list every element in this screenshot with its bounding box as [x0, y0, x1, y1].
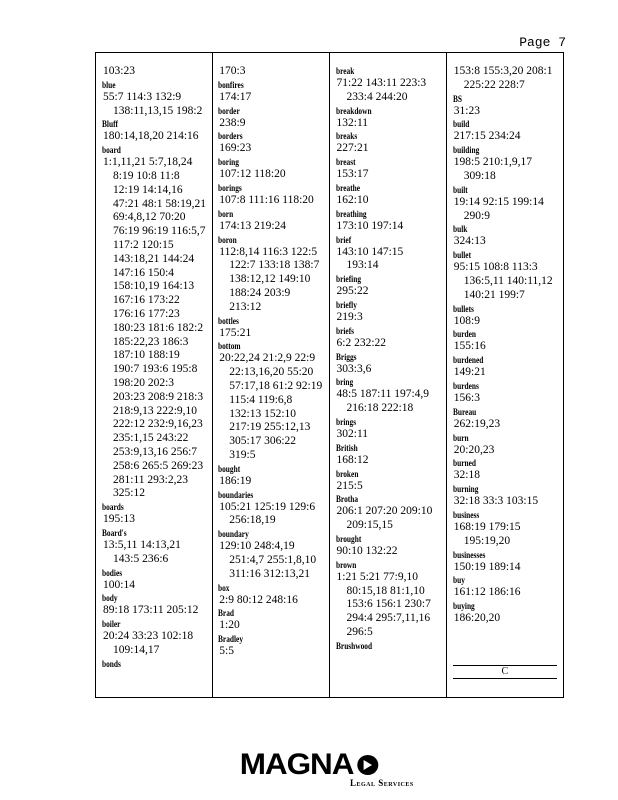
index-column-1	[96, 53, 212, 697]
page-line-reference: 253:9,13,16 256:7	[113, 445, 198, 458]
index-term: brought	[335, 533, 361, 544]
logo-text: MAGNA	[239, 748, 354, 781]
page-line-reference: 251:4,7 255:1,8,10	[229, 553, 317, 566]
page-line-reference: 155:16	[453, 340, 486, 353]
index-entry	[453, 483, 559, 509]
index-entry	[453, 93, 559, 119]
index-entry	[453, 303, 559, 329]
index-entry	[453, 406, 559, 432]
index-term: board	[102, 145, 121, 156]
index-entry	[102, 79, 208, 119]
index-entry	[453, 65, 559, 93]
page-line-reference: 213:12	[229, 300, 262, 313]
index-entry	[336, 299, 442, 325]
index-entry	[336, 130, 442, 156]
index-term: bodies	[102, 567, 123, 578]
index-term: boring	[218, 157, 240, 168]
index-term: border	[218, 105, 240, 116]
index-entry	[336, 533, 442, 559]
index-term: boundaries	[218, 489, 254, 500]
index-term: burn	[452, 432, 469, 443]
page-line-reference: 107:12 118:20	[219, 168, 286, 181]
page-line-reference: 176:16 177:23	[113, 307, 180, 320]
index-entry	[102, 65, 208, 79]
index-term: boundary	[218, 529, 250, 540]
page-line-reference: 169:23	[219, 142, 252, 155]
index-entry	[336, 351, 442, 377]
index-term: Bureau	[452, 406, 476, 417]
index-term: breathing	[335, 208, 367, 219]
page-line-reference: 173:10 197:14	[336, 219, 404, 232]
page-line-reference: 22:13,16,20 55:20	[229, 366, 314, 379]
index-term: Brushwood	[335, 640, 372, 651]
page-line-reference: 71:22 143:11 223:3	[336, 77, 427, 89]
index-entry	[218, 65, 324, 79]
index-term: Bradley	[218, 634, 244, 645]
page-line-reference: 122:7 133:18 138:7	[229, 259, 320, 272]
index-term: born	[218, 208, 234, 219]
index-entry	[453, 118, 559, 144]
page-line-reference: 188:24 203:9	[229, 286, 291, 299]
page-line-reference: 217:19 255:12,13	[229, 421, 311, 434]
page-line-reference: 20:24 33:23 102:18	[103, 630, 194, 643]
page-line-reference: 32:18	[453, 469, 480, 482]
index-term: built	[452, 184, 468, 195]
page-line-reference: 132:11	[336, 116, 369, 129]
index-entry	[336, 273, 442, 299]
index-term: Board's	[102, 527, 127, 538]
index-term: bonds	[102, 658, 121, 669]
index-entry	[218, 79, 324, 105]
index-entry	[336, 493, 442, 533]
index-entry	[102, 567, 208, 593]
page-line-reference: 48:5 187:11 197:4,9	[336, 388, 430, 401]
index-entry	[102, 527, 208, 567]
index-entry	[218, 234, 324, 315]
index-term: bring	[335, 377, 353, 388]
index-term: burning	[452, 484, 479, 495]
page-line-reference: 20:20,23	[453, 443, 495, 456]
page-line-reference: 180:14,18,20 214:16	[103, 130, 199, 143]
page-line-reference: 108:9	[453, 314, 480, 327]
page-line-reference: 95:15 108:8 113:3	[453, 261, 538, 274]
index-term: broken	[335, 468, 358, 479]
index-entry	[218, 607, 324, 633]
page-line-reference: 218:9,13 222:9,10	[113, 404, 198, 417]
index-term: burned	[452, 458, 476, 469]
page-line-reference: 319:5	[229, 448, 256, 461]
index-term: briefly	[335, 299, 357, 310]
index-entry	[218, 156, 324, 182]
page-line-reference: 140:21 199:7	[463, 288, 525, 301]
index-term: bonfires	[218, 79, 244, 90]
page-line-reference: 167:16 173:22	[113, 294, 180, 307]
index-term: break	[335, 66, 354, 76]
page-line-reference: 256:18,19	[229, 514, 276, 527]
page-line-reference: 1:1,11,21 5:7,18,24	[103, 156, 193, 169]
index-term: boiler	[102, 619, 121, 630]
index-term: businesses	[452, 549, 486, 560]
page-line-reference: 198:5 210:1,9,17	[453, 156, 533, 169]
index-term: burdened	[452, 355, 484, 366]
index-term: bottles	[218, 315, 240, 326]
page-line-reference: 185:22,23 186:3	[113, 335, 189, 348]
index-term: breaks	[335, 131, 357, 142]
page-line-reference: 89:18 173:11 205:12	[103, 604, 199, 617]
index-entry	[336, 640, 442, 652]
page-line-reference: 195:19,20	[463, 534, 511, 547]
page-line-reference: 1:21 5:21 77:9,10	[336, 570, 418, 583]
page-line-reference: 262:19,23	[453, 417, 501, 430]
page-line-reference: 69:4,8,12 70:20	[113, 211, 186, 224]
page-line-reference: 156:3	[453, 391, 480, 404]
index-term: burden	[452, 329, 476, 340]
page-line-reference: 215:5	[336, 479, 363, 492]
index-column-2	[212, 53, 328, 697]
index-term: brings	[335, 416, 356, 427]
index-entry	[336, 182, 442, 208]
index-entry	[336, 416, 442, 442]
page-line-reference: 198:20 202:3	[113, 376, 175, 389]
page-line-reference: 57:17,18 61:2 92:19	[229, 379, 323, 392]
page-line-reference: 129:10 248:4,19	[219, 540, 295, 553]
page-line-reference: 227:21	[336, 142, 369, 155]
page-line-reference: 136:5,11 140:11,12	[463, 274, 553, 287]
index-term: borders	[218, 131, 243, 142]
index-term: blue	[102, 79, 116, 90]
index-term: Brotha	[335, 494, 358, 505]
page-line-reference: 112:8,14 116:3 122:5	[219, 245, 318, 258]
page-line-reference: 12:19 14:14,16	[113, 183, 183, 196]
page-line-reference: 90:10 132:22	[336, 544, 398, 557]
page-line-reference: 115:4 119:6,8	[229, 393, 293, 406]
index-entry	[218, 463, 324, 489]
index-term: brown	[335, 559, 356, 570]
index-term: buy	[452, 575, 465, 586]
page-line-reference: 158:10,19 164:13	[113, 280, 195, 293]
index-term: borings	[218, 182, 243, 193]
index-term: British	[335, 442, 358, 453]
page-line-reference: 109:14,17	[113, 643, 160, 656]
index-term: bulk	[452, 224, 468, 235]
page-line-reference: 222:12 232:9,16,23	[113, 418, 203, 431]
index-term: boron	[218, 234, 237, 245]
page-line-reference: 325:12	[113, 487, 145, 500]
page-line-reference: 6:2 232:22	[336, 336, 387, 349]
index-entry	[102, 118, 208, 144]
page-line-reference: 303:3,6	[336, 362, 372, 375]
page-line-reference: 143:18,21 144:24	[113, 252, 195, 265]
page-line-reference: 132:13 152:10	[229, 407, 297, 420]
index-term: business	[452, 509, 480, 520]
page-line-reference: 80:15,18 81:1,10	[346, 584, 425, 597]
page-line-reference: 149:21	[453, 366, 486, 379]
page-line-reference: 193:14	[346, 259, 379, 272]
index-entry	[336, 468, 442, 494]
index-term: box	[218, 582, 230, 593]
index-term: bullets	[452, 303, 474, 314]
page-line-reference: 238:9	[219, 116, 246, 129]
page-line-reference: 195:13	[103, 513, 135, 526]
index-term: boards	[102, 502, 124, 513]
index-term: briefing	[335, 274, 361, 285]
index-entry	[336, 156, 442, 182]
index-term: Brad	[218, 608, 235, 619]
page-line-reference: 174:17	[219, 90, 252, 103]
page-line-reference: 294:4 295:7,11,16	[346, 612, 431, 625]
index-entry	[453, 549, 559, 575]
page-line-reference: 143:10 147:15	[336, 245, 404, 258]
page-line-reference: 296:5	[346, 625, 373, 638]
index-entry	[336, 559, 442, 640]
index-entry	[453, 184, 559, 224]
page-line-reference: 153:6 156:1 230:7	[346, 598, 431, 611]
page-line-reference: 20:22,24 21:2,9 22:9	[219, 352, 316, 365]
page-line-reference: 161:12 186:16	[453, 586, 521, 599]
page-line-reference: 2:9 80:12 248:16	[219, 593, 298, 606]
page-number-label: Page 7	[519, 35, 566, 50]
page-line-reference: 76:19 96:19 116:5,7	[113, 225, 206, 238]
index-column-3	[329, 53, 446, 697]
index-entry	[102, 658, 208, 670]
page-line-reference: 105:21 125:19 129:6	[219, 500, 316, 513]
page-line-reference: 174:13 219:24	[219, 219, 287, 232]
index-entry	[102, 592, 208, 618]
page-line-reference: 143:5 236:6	[113, 552, 169, 565]
index-entry	[453, 457, 559, 483]
index-term: bottom	[218, 341, 241, 352]
page-line-reference: 13:5,11 14:13,21	[103, 538, 181, 551]
arrow-circle-icon	[357, 755, 378, 775]
page-line-reference: 32:18 33:3 103:15	[453, 495, 539, 508]
index-entry	[453, 380, 559, 406]
page-line-reference: 175:21	[219, 326, 252, 339]
page-line-reference: 138:12,12 149:10	[229, 273, 311, 286]
index-entry	[336, 65, 442, 105]
page-line-reference: 153:8 155:3,20 208:1	[453, 65, 553, 77]
index-term: Bluff	[102, 119, 119, 130]
page-line-reference: 100:14	[103, 578, 135, 591]
index-entry	[218, 582, 324, 608]
index-term: breast	[335, 157, 356, 168]
index-entry	[336, 376, 442, 416]
logo-subtitle: Legal Services	[350, 778, 414, 788]
index-entry	[218, 633, 324, 659]
index-term: breathe	[335, 182, 360, 193]
index-entry	[218, 528, 324, 581]
index-entry	[218, 182, 324, 208]
index-term: breakdown	[335, 105, 372, 116]
index-entry	[218, 315, 324, 341]
index-entry	[453, 249, 559, 302]
page-line-reference: 117:2 120:15	[113, 238, 174, 251]
index-term: body	[102, 593, 118, 604]
page-line-reference: 186:20,20	[453, 612, 501, 625]
page-line-reference: 31:23	[453, 104, 480, 117]
page-line-reference: 147:16 150:4	[113, 266, 175, 279]
index-entry	[453, 600, 559, 626]
index-entry	[453, 328, 559, 354]
index-term: burdens	[452, 380, 479, 391]
index-entry	[102, 618, 208, 658]
index-entry	[218, 489, 324, 529]
page-line-reference: 305:17 306:22	[229, 435, 297, 448]
index-entry	[453, 223, 559, 249]
index-entry	[218, 340, 324, 462]
page-line-reference: 290:9	[463, 209, 490, 222]
index-term: brief	[335, 234, 351, 245]
index-entry	[336, 325, 442, 351]
page-line-reference: 233:4 244:20	[346, 90, 408, 103]
page-line-reference: 302:11	[336, 427, 369, 440]
page-line-reference: 311:16 312:13,21	[229, 567, 310, 580]
page-line-reference: 170:3	[219, 65, 246, 77]
index-entry	[453, 144, 559, 184]
index-entry	[102, 501, 208, 527]
index-entry	[218, 208, 324, 234]
page-line-reference: 107:8 111:16 118:20	[219, 193, 314, 206]
page-line-reference: 150:19 189:14	[453, 560, 521, 573]
page-line-reference: 153:17	[336, 168, 369, 181]
index-entry	[218, 130, 324, 156]
page-line-reference: 1:20	[219, 619, 240, 632]
page-line-reference: 206:1 207:20 209:10	[336, 505, 433, 518]
page-line-reference: 281:11 293:2,23	[113, 473, 188, 486]
page-line-reference: 55:7 114:3 132:9	[103, 90, 182, 103]
index-term: buying	[452, 601, 475, 612]
page-line-reference: 138:11,13,15 198:2	[113, 104, 203, 117]
page-line-reference: 162:10	[336, 193, 369, 206]
index-column-4	[446, 53, 563, 697]
index-entry	[453, 432, 559, 458]
page-line-reference: 203:23 208:9 218:3	[113, 390, 204, 403]
index-entry	[218, 105, 324, 131]
index-term: BS	[452, 93, 462, 104]
index-entry	[453, 354, 559, 380]
page-line-reference: 209:15,15	[346, 519, 393, 532]
index-entry	[453, 574, 559, 600]
page-line-reference: 217:15 234:24	[453, 130, 521, 143]
page-line-reference: 168:12	[336, 453, 369, 466]
index-term: bought	[218, 463, 241, 474]
index-entry	[336, 105, 442, 131]
page-line-reference: 168:19 179:15	[453, 520, 521, 533]
page-line-reference: 47:21 48:1 58:19,21	[113, 197, 206, 210]
word-index-table	[95, 52, 564, 698]
page-line-reference: 5:5	[219, 645, 234, 658]
page-line-reference: 187:10 188:19	[113, 349, 180, 362]
index-term: build	[452, 119, 470, 130]
page-line-reference: 309:18	[463, 169, 496, 182]
page-line-reference: 225:22 228:7	[463, 78, 525, 91]
page-line-reference: 190:7 193:6 195:8	[113, 363, 198, 376]
page-line-reference: 295:22	[336, 285, 369, 298]
index-entry	[453, 509, 559, 549]
index-entry	[336, 234, 442, 274]
page-line-reference: 216:18 222:18	[346, 402, 414, 415]
index-entry	[336, 208, 442, 234]
index-term: briefs	[335, 325, 354, 336]
next-letter-divider: C	[453, 665, 557, 679]
page-line-reference: 8:19 10:8 11:8	[113, 169, 180, 182]
page-line-reference: 219:3	[336, 310, 363, 323]
magna-logo	[0, 748, 618, 788]
page-line-reference: 103:23	[103, 65, 135, 77]
index-entry	[102, 144, 208, 501]
index-term: Briggs	[335, 351, 357, 362]
page-line-reference: 258:6 265:5 269:23	[113, 459, 204, 472]
page-line-reference: 324:13	[453, 235, 486, 248]
index-entry	[336, 442, 442, 468]
page-line-reference: 180:23 181:6 182:2	[113, 321, 204, 334]
index-term: building	[452, 145, 480, 156]
page-line-reference: 186:19	[219, 474, 252, 487]
page-line-reference: 235:1,15 243:22	[113, 432, 189, 445]
index-term: bullet	[452, 250, 471, 261]
page-line-reference: 19:14 92:15 199:14	[453, 195, 544, 208]
